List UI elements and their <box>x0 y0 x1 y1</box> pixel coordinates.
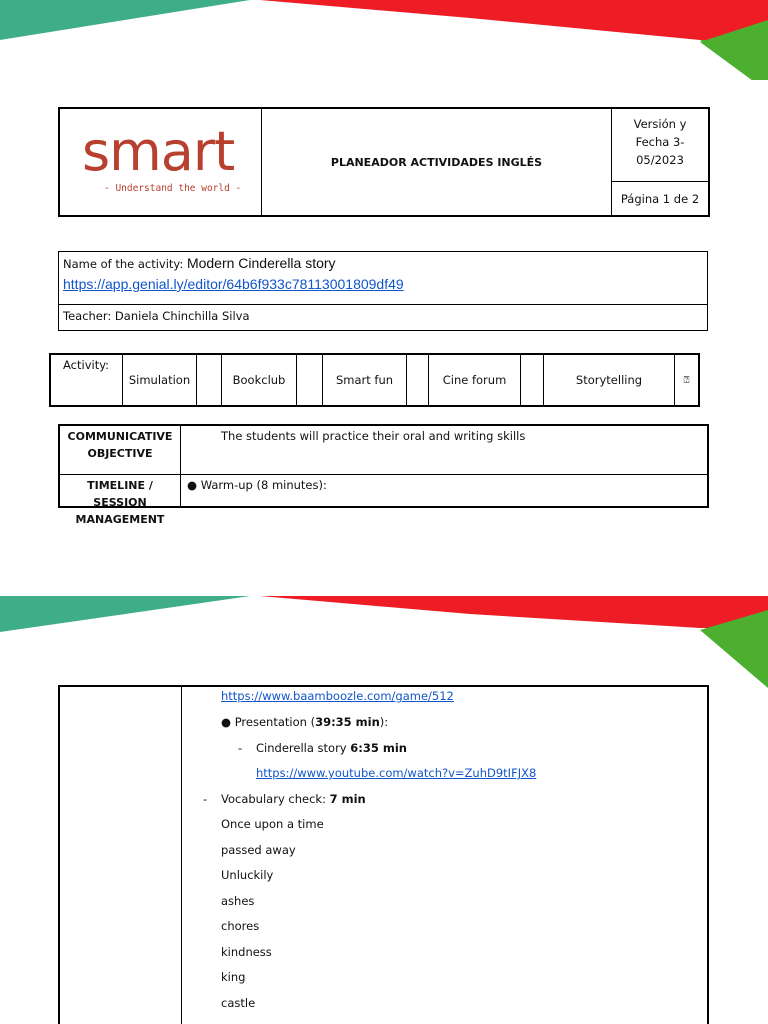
presentation-line <box>221 715 388 729</box>
version-line: 05/2023 <box>636 153 684 167</box>
presentation-prefix: ● Presentation ( <box>221 715 316 729</box>
version-line: Versión y <box>633 117 687 131</box>
vocab-word: Unluckily <box>221 868 274 882</box>
activity-type-table <box>49 353 700 407</box>
version-date <box>612 109 708 182</box>
session-content <box>182 687 707 1024</box>
timeline-row <box>60 475 707 526</box>
activity-name-label: Name of the activity: <box>63 257 184 271</box>
presentation-time: 39:35 min <box>315 715 380 729</box>
document-header <box>58 107 710 217</box>
option-smart-fun: Smart fun <box>323 355 407 405</box>
vocab-word: kindness <box>221 945 272 959</box>
vocab-word: passed away <box>221 843 296 857</box>
warmup-link[interactable]: https://www.baamboozle.com/game/512 <box>221 689 454 703</box>
activity-name-row <box>59 252 707 305</box>
objective-table <box>58 424 709 526</box>
activity-name <box>63 255 703 271</box>
logo-cell <box>60 109 262 215</box>
story-line <box>256 741 407 755</box>
story-link[interactable]: https://www.youtube.com/watch?v=ZuhD9tIFJX8 <box>256 766 537 780</box>
story-label: Cinderella story <box>256 741 351 755</box>
objective-label: COMMUNICATIVE OBJECTIVE <box>60 426 181 474</box>
vocab-word: king <box>221 970 246 984</box>
vocab-time: 7 min <box>329 792 366 806</box>
option-storytelling: Storytelling <box>544 355 675 405</box>
objective-text: The students will practice their oral and writing skills <box>221 429 526 443</box>
option-bookclub: Bookclub <box>222 355 297 405</box>
activity-name-value: Modern Cinderella story <box>186 255 336 271</box>
vocab-line <box>221 792 366 806</box>
story-time: 6:35 min <box>350 741 407 755</box>
presentation-suffix: ): <box>379 715 389 729</box>
checkbox-cine-forum[interactable] <box>521 355 544 405</box>
logo-tagline: - Understand the world - <box>104 183 242 194</box>
vocab-word: chores <box>221 919 260 933</box>
page2-banner <box>0 592 768 688</box>
option-simulation: Simulation <box>123 355 197 405</box>
objective-row <box>60 426 707 475</box>
genially-link[interactable]: https://app.genial.ly/editor/64b6f933c78113001809df49 <box>63 276 404 292</box>
session-table <box>58 685 709 1024</box>
checkbox-storytelling[interactable]: ⍰ <box>683 374 690 386</box>
page-number: Página 1 de 2 <box>620 191 700 206</box>
meta-cell <box>612 109 708 215</box>
vocab-dash: - <box>203 792 208 806</box>
teacher-name: Teacher: Daniela Chinchilla Silva <box>63 309 250 323</box>
session-left-cell <box>60 687 182 1024</box>
checkbox-simulation[interactable] <box>197 355 222 405</box>
vocab-word: Once upon a time <box>221 817 324 831</box>
activity-info-table <box>58 251 708 331</box>
vocab-label: Vocabulary check: <box>221 792 330 806</box>
activity-type-label: Activity: <box>51 355 123 405</box>
top-banner <box>0 0 768 80</box>
vocab-word: castle <box>221 996 256 1010</box>
smart-logo: smart <box>82 120 235 183</box>
timeline-label: TIMELINE / SESSION MANAGEMENT <box>60 475 181 506</box>
story-dash: - <box>238 741 243 755</box>
version-line: Fecha 3- <box>635 135 685 149</box>
checkbox-smart-fun[interactable] <box>407 355 429 405</box>
document-title: PLANEADOR ACTIVIDADES INGLÉS <box>262 109 612 215</box>
warmup-text: ● Warm-up (8 minutes): <box>187 478 327 492</box>
vocab-word: ashes <box>221 894 255 908</box>
checkbox-bookclub[interactable] <box>297 355 323 405</box>
option-cine-forum: Cine forum <box>429 355 521 405</box>
